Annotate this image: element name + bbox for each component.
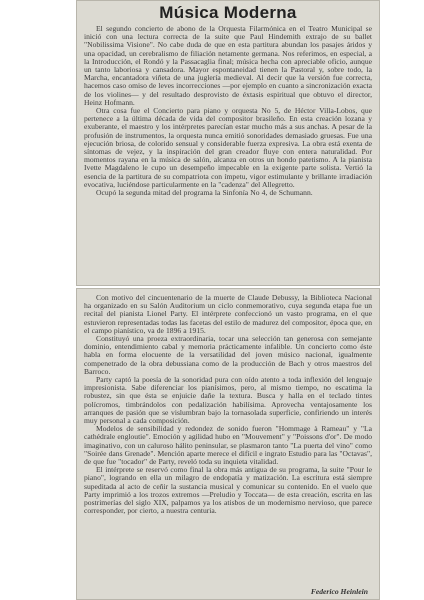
article-paragraph: Constituyó una proeza extraordinaria, tocar una selección tan generosa con semejante dominio, entendimiento cabal y memoria prácticamente infalible. Un concierto como éste habla en forma elocuente de la versatilidad del joven músico nacional, igualmente compenetrado de la obra debussiana como de la producción de Bach y otros maestros del Barroco. <box>84 334 372 376</box>
article-paragraph: El segundo concierto de abono de la Orquesta Filarmónica en el Teatro Municipal se inició con una lectura correcta de la suite que Paul Hindemith extrajo de su ballet "Nobilissima Visione". No cabe duda de que en esta partitura abundan los pasajes áridos y una opacidad, un cerebralismo de filiación netamente germana. Nos referimos, en especial, a la Introducción, el Rondó y la Passacaglia final; música hecha con apreciable oficio, aunque un tanto laboriosa y cansadora. Mayor espontaneidad tienen la Pastoral y, sobre todo, la Marcha, encantadora viñeta de una juglería medieval. Al decir que la versión fue correcta, hacemos caso omiso de leves incorrecciones —por ejemplo en cuanto a sincronización exacta de los violines— y del resultado desprovisto de éxtasis espiritual que obtuvo el director, Heinz Hofmann. <box>84 24 372 107</box>
article-paragraph: Party captó la poesía de la sonoridad pura con oído atento a toda inflexión del lenguaje impresionista. Sabe diferenciar los pianísimos, pero, al mismo tiempo, no escatima la robustez, sin que ésta se enjuicie dañe la textura. Busca y halla en el teclado tintes polícromos, timbrándolos con pedalización habilísima. Aprovecha ventajosamente los arranques de pasión que se vislumbran bajo la tornasolada superficie, confiriendo un interés muy personal a cada composición. <box>84 375 372 426</box>
newspaper-page <box>76 0 380 600</box>
author-signature: Federico Heinlein <box>310 587 368 596</box>
article-title: Música Moderna <box>159 3 297 22</box>
clipping-debussy-recital <box>76 288 380 600</box>
article-paragraph: Otra cosa fue el Concierto para piano y orquesta No 5, de Héctor Villa-Lobos, que pertenece a la última década de vida del compositor brasileño. En esta creación lozana y exuberante, el maestro y los intérpretes parecían estar mucho más a sus anchas. A pesar de la profusión de instrumentos, la orquesta nunca emitió sonoridades demasiado gruesas. Fue una ejecución briosa, de colorido sensual y considerable fuerza expresiva. La obra está exenta de síntomas de vejez, y la inspiración del gran creador fluye con entera naturalidad. Por momentos rayana en la música de salón, alcanza en otros un hondo patetismo. A la pianista Ivette Magdaleno le cupo un desempeño impecable en la exigente parte solista. Vertió la esencia de la partitura de su compatriota con ímpetu, vigor estimulante y brillante irradiación evocativa, luciéndose particularmente en la "cadenza" del Allegretto. <box>84 106 372 189</box>
article-paragraph: Con motivo del cincuentenario de la muerte de Claude Debussy, la Biblioteca Nacional ha organizado en su Salón Auditorium un ciclo conmemorativo, cuya segunda etapa fue un recital del pianista Lionel Party. El intérprete confeccionó un vasto programa, en el que estuvieron representadas todas las facetas del estilo de madurez del compositor, época que, en el campo pianístico, va de 1896 a 1915. <box>84 293 372 335</box>
article-paragraph: Ocupó la segunda mitad del programa la Sinfonía No 4, de Schumann. <box>96 188 313 198</box>
article-paragraph: Modelos de sensibilidad y redondez de sonido fueron "Hommage à Rameau" y "La cathédrale engloutie". Emoción y agilidad hubo en "Mouvement" y "Poissons d'or". De modo imaginativo, con un caluroso hálito peninsular, se plasmaron tanto "La puerta del vino" como "Soirée dans Grenade". Mención aparte merece el difícil e ingrato Estudio para las "Octavas", de que fue "tocador" de Party, reveló toda su inquieta vitalidad. <box>84 424 372 467</box>
clipping-musica-moderna <box>76 0 380 286</box>
article-paragraph: El intérprete se reservó como final la obra más antigua de su programa, la suite "Pour le piano", logrando en ella un milagro de endopatía y matización. La escritura está siempre supeditada al acto de ceñir la sustancia musical y comunicar su contenido. En el vuelo que Party imprimió a los trozos extremos —Preludio y Toccata— de esta creación, escrita en las postrimerías del siglo XIX, palpamos ya los atisbos de un modernismo nervioso, que parece corresponder, por cierto, a nuestra centuria. <box>84 465 372 516</box>
